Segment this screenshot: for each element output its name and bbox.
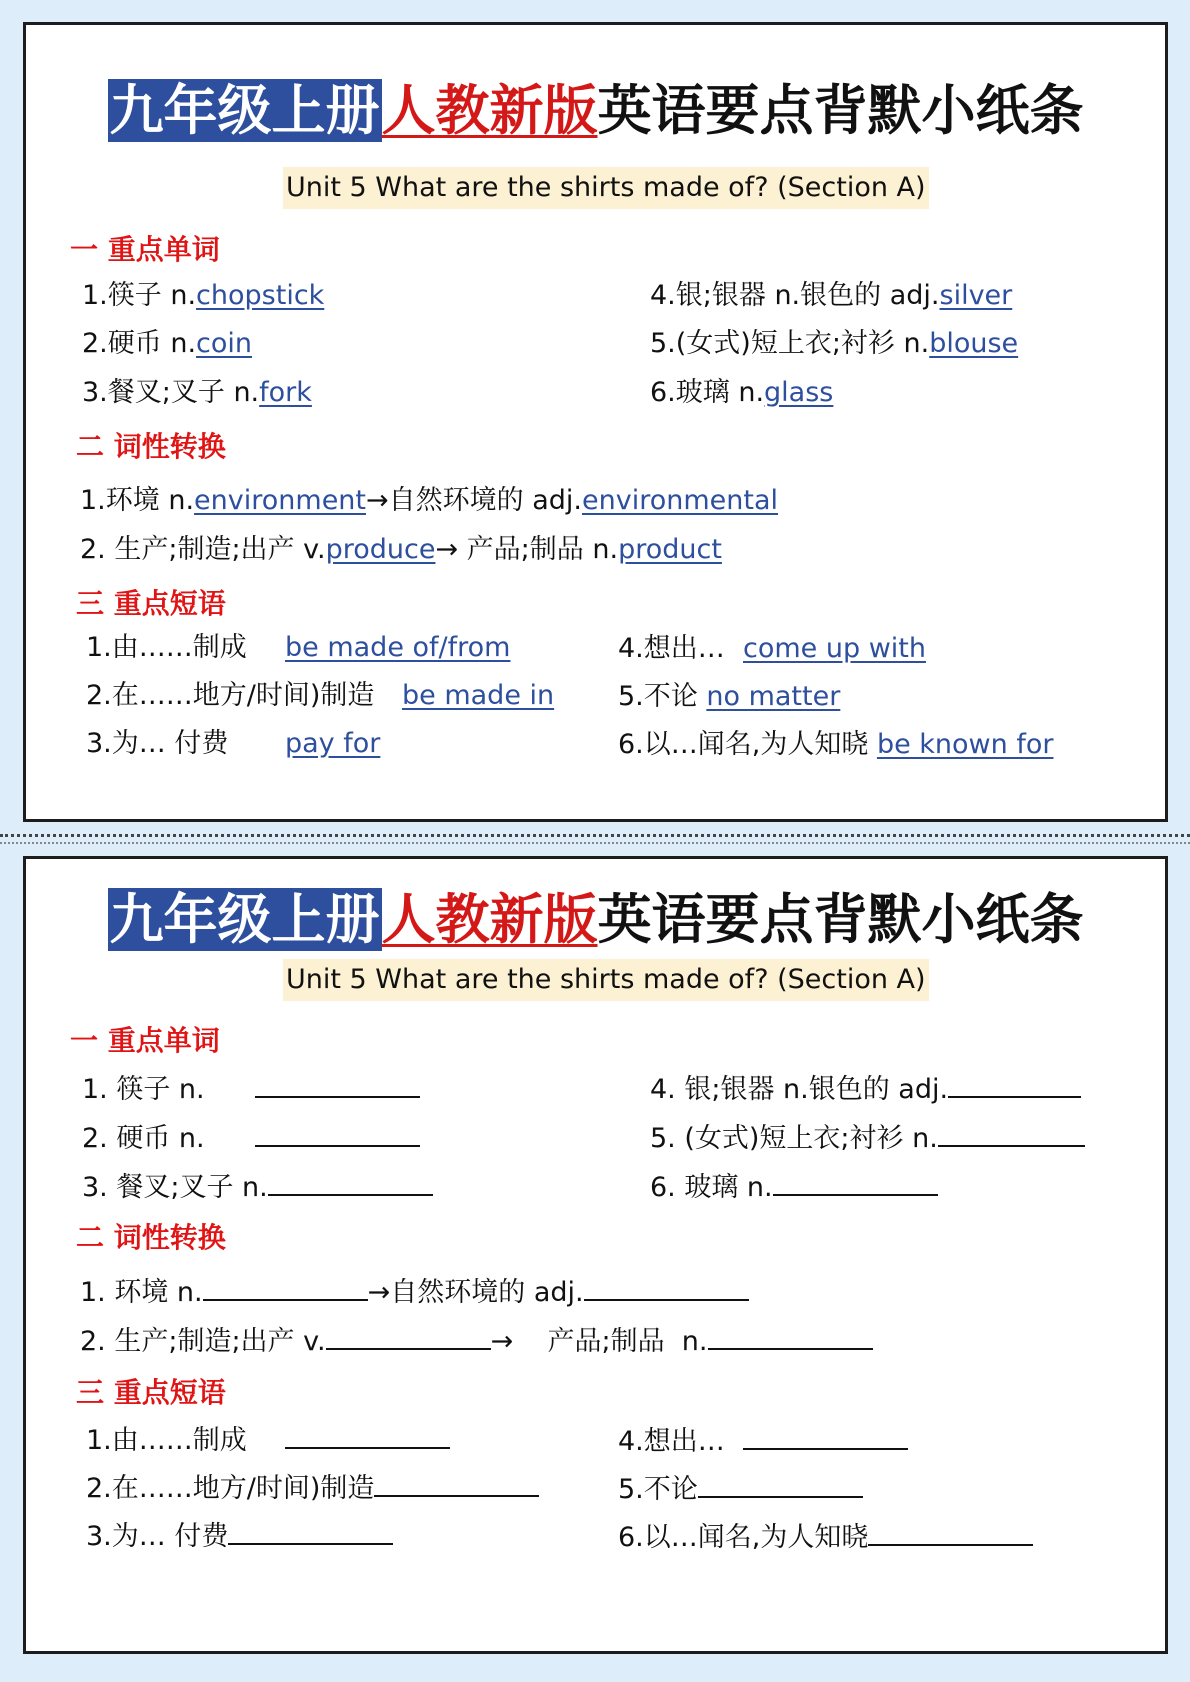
vocab-blank-item: 2. 硬币 n. — [82, 1119, 420, 1156]
vocab-answer: blouse — [929, 328, 1019, 359]
answer-blank[interactable] — [255, 1119, 420, 1147]
phrase-item: 2.在……地方/时间)制造 be made in — [86, 680, 555, 711]
vocab-blank-item: 4. 银;银器 n.银色的 adj. — [650, 1070, 1081, 1107]
vocab-blank-item: 5. (女式)短上衣;衬衫 n. — [650, 1119, 1085, 1156]
title-grade: 九年级上册 — [109, 79, 380, 142]
answer-blank[interactable] — [268, 1168, 433, 1196]
answer-blank[interactable] — [948, 1070, 1081, 1098]
section-phrases-heading: 三 重点短语 — [76, 587, 226, 620]
phrase-blank-item: 5.不论 — [618, 1470, 863, 1507]
section-vocab-heading: 一 重点单词 — [70, 1024, 220, 1057]
section-phrases-heading: 三 重点短语 — [76, 1376, 226, 1409]
phrase-blank-item: 6.以…闻名,为人知晓 — [618, 1518, 1033, 1555]
answer-blank[interactable] — [868, 1518, 1033, 1546]
unit-subtitle: Unit 5 What are the shirts made of? (Section A) — [283, 167, 929, 209]
section-vocab-heading: 一 重点单词 — [70, 233, 220, 266]
answer-blank[interactable] — [708, 1322, 873, 1350]
vocab-answer: chopstick — [196, 280, 325, 311]
answer-blank[interactable] — [584, 1273, 749, 1301]
vocab-blank-item: 3. 餐叉;叉子 n. — [82, 1168, 433, 1205]
title-grade: 九年级上册 — [109, 888, 380, 951]
vocab-item: 3.餐叉;叉子 n.fork — [82, 377, 312, 408]
wordform-blank-item: 2. 生产;制造;出产 v. → 产品;制品 n. — [80, 1322, 873, 1359]
answer-blank[interactable] — [773, 1168, 938, 1196]
answer-blank[interactable] — [698, 1470, 863, 1498]
answer-blank[interactable] — [374, 1469, 539, 1497]
title-edition: 人教新版 — [381, 79, 598, 142]
title-rest: 英语要点背默小纸条 — [597, 888, 1084, 951]
phrase-item: 5.不论 no matter — [618, 681, 841, 712]
answer-blank[interactable] — [203, 1273, 368, 1301]
answer-blank[interactable] — [326, 1322, 491, 1350]
page-title — [26, 879, 1165, 961]
answer-blank[interactable] — [938, 1119, 1085, 1147]
vocab-answer: coin — [196, 328, 253, 359]
section-wordforms-heading: 二 词性转换 — [76, 430, 226, 463]
vocab-item: 1.筷子 n.chopstick — [82, 280, 325, 311]
vocab-item: 5.(女式)短上衣;衬衫 n.blouse — [650, 328, 1019, 359]
cut-line — [0, 834, 1190, 837]
title-rest: 英语要点背默小纸条 — [597, 79, 1084, 142]
wordform-item: 1.环境 n.environment→自然环境的 adj.environmental — [80, 485, 779, 516]
wordform-blank-item: 1. 环境 n. →自然环境的 adj. — [80, 1273, 749, 1310]
vocab-blank-item: 6. 玻璃 n. — [650, 1168, 938, 1205]
answer-blank[interactable] — [228, 1517, 393, 1545]
vocab-item: 4.银;银器 n.银色的 adj.silver — [650, 280, 1013, 311]
practice-card — [23, 856, 1168, 1654]
section-wordforms-heading: 二 词性转换 — [76, 1221, 226, 1254]
phrase-item: 4.想出… come up with — [618, 633, 926, 664]
answer-blank[interactable] — [255, 1070, 420, 1098]
answer-blank[interactable] — [743, 1422, 908, 1450]
unit-subtitle: Unit 5 What are the shirts made of? (Section A) — [283, 959, 929, 1001]
phrase-blank-item: 2.在……地方/时间)制造 — [86, 1469, 539, 1506]
phrase-blank-item: 1.由……制成 — [86, 1421, 450, 1458]
vocab-answer: fork — [259, 377, 312, 408]
vocab-answer: silver — [939, 280, 1013, 311]
phrase-item: 1.由……制成 be made of/from — [86, 632, 511, 663]
vocab-item: 2.硬币 n.coin — [82, 328, 253, 359]
vocab-answer: glass — [764, 377, 834, 408]
phrase-item: 3.为… 付费 pay for — [86, 728, 381, 759]
vocab-blank-item: 1. 筷子 n. — [82, 1070, 420, 1107]
answer-blank[interactable] — [285, 1421, 450, 1449]
page-title — [26, 70, 1165, 152]
answer-card — [23, 22, 1168, 822]
title-edition: 人教新版 — [381, 888, 598, 951]
phrase-blank-item: 3.为… 付费 — [86, 1517, 393, 1554]
phrase-item: 6.以…闻名,为人知晓 be known for — [618, 729, 1054, 760]
cut-line-inner — [0, 842, 1190, 844]
vocab-item: 6.玻璃 n.glass — [650, 377, 834, 408]
wordform-item: 2. 生产;制造;出产 v.produce→ 产品;制品 n.product — [80, 534, 722, 565]
phrase-blank-item: 4.想出… — [618, 1422, 908, 1459]
